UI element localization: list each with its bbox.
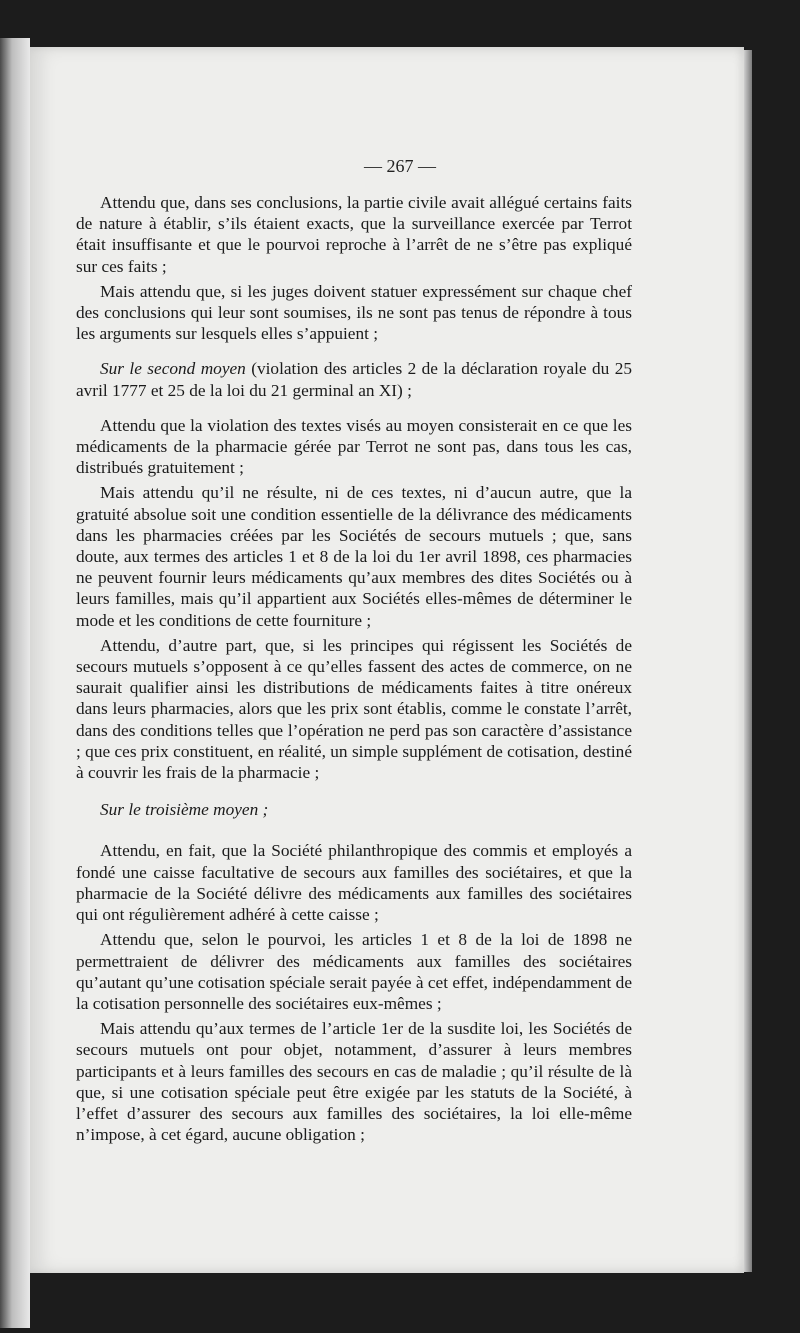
paragraph: Attendu que, dans ses conclusions, la partie civile avait allégué certains faits de nature à établir, s’ils étaient exacts, que la surveillance exercée par Terrot était insuffisante et que le pourvoi reproche à l’arrêt de ne s’être pas expliqué sur ces faits ;	[76, 193, 632, 276]
left-page-edge	[0, 38, 30, 1328]
paragraph: Attendu que la violation des textes visés au moyen consisterait en ce que les médicaments de la pharmacie gérée par Terrot ne sont pas, dans tous les cas, distribués gratuitement ;	[76, 415, 632, 478]
heading-italic: Sur le troisième moyen ;	[100, 800, 269, 820]
body-text	[76, 192, 632, 1149]
paragraph: Attendu que, selon le pourvoi, les articles 1 et 8 de la loi de 1898 ne permettraient de délivrer des médicaments aux familles des sociétaires qu’autant qu’une cotisation spéciale serait payée à cet effet, indépendamment de la cotisation personnelle des sociétaires eux-mêmes ;	[76, 930, 632, 1013]
page-number: — 267 —	[364, 156, 436, 176]
heading-text: (violation des articles 2 de la déclaration royale du 25 avril 1777 et 25 de la loi du 21 germinal an XI) ;	[76, 359, 632, 400]
paragraph: Attendu, d’autre part, que, si les principes qui régissent les Sociétés de secours mutuels s’opposent à ce qu’elles fassent des actes de commerce, on ne saurait qualifier ainsi les distributions de médicaments faites à titre onéreux dans leurs pharmacies, alors que les prix sont établis, comme le constate l’arrêt, dans des conditions telles que l’opération ne perd pas son caractère d’assistance ; que ces prix constituent, en réalité, un simple supplément de cotisation, destiné à couvrir les frais de la pharmacie ;	[76, 635, 632, 783]
page-edge-right	[744, 50, 752, 1272]
paragraph: Mais attendu qu’il ne résulte, ni de ces textes, ni d’aucun autre, que la gratuité absolue soit une condition essentielle de la délivrance des médicaments dans les pharmacies créées par les Sociétés de secours mutuels ; que, sans doute, aux termes des articles 1 et 8 de la loi du 1er avril 1898, ces pharmacies ne peuvent fournir leurs médicaments qu’aux membres des dites Sociétés ou à leurs familles, mais qu’il appartient aux Sociétés elles-mêmes de déterminer le mode et les conditions de cette fourniture ;	[76, 483, 632, 630]
heading-italic: Sur le second moyen	[100, 359, 246, 379]
paragraph: Attendu, en fait, que la Société philanthropique des commis et employés a fondé une caisse facultative de secours aux familles des sociétaires, et que la pharmacie de la Société délivre des médicaments aux familles des sociétaires qui ont régulièrement adhéré à cette caisse ;	[76, 841, 632, 925]
paragraph: Mais attendu qu’aux termes de l’article 1er de la susdite loi, les Sociétés de secours mutuels ont pour objet, notamment, d’assurer à leurs membres participants et à leurs familles des secours en cas de maladie ; qu’il résulte de là que, si une cotisation spéciale peut être exigée par les statuts de la Société, à l’effet d’assurer des secours aux familles des sociétaires, la loi elle-même n’impose, à cet égard, aucune obligation ;	[76, 1019, 632, 1145]
section-heading	[76, 799, 632, 820]
section-heading	[76, 358, 632, 400]
paragraph: Mais attendu que, si les juges doivent statuer expressément sur chaque chef des conclusions qui leur sont soumises, ils ne sont pas tenus de répondre à tous les arguments sur lesquels elles s’appuient ;	[76, 281, 632, 344]
